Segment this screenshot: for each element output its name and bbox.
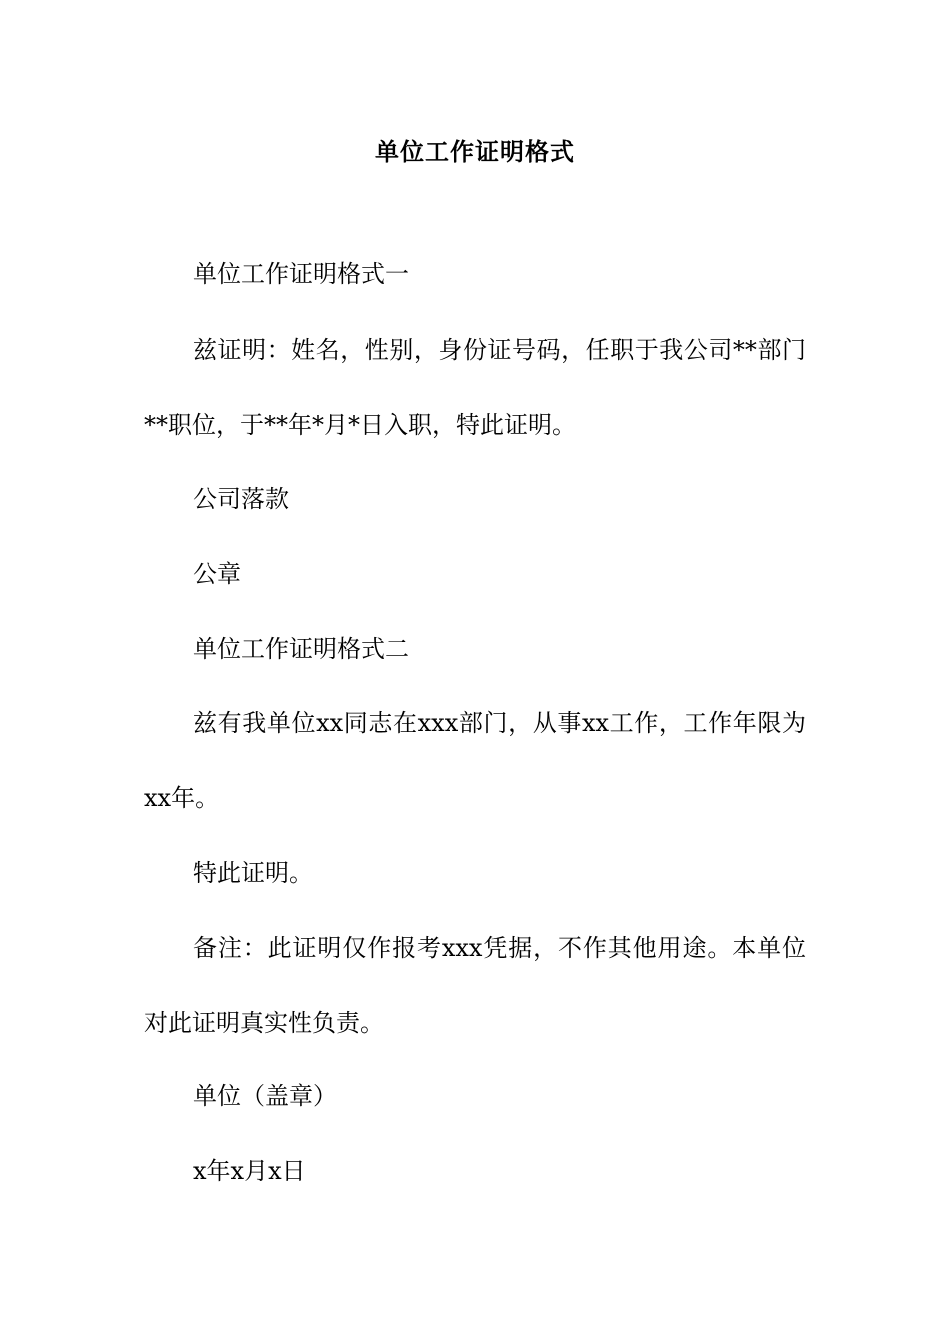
unit-seal-line: 单位（盖章） xyxy=(193,1082,337,1110)
document-title: 单位工作证明格式 xyxy=(375,137,575,166)
date-line: x年x月x日 xyxy=(193,1157,306,1185)
certificate-body-one: 兹证明：姓名，性别，身份证号码，任职于我公司**部门**职位，于**年*月*日入职，特此证明。 xyxy=(144,336,806,439)
certificate-body-two: 兹有我单位xx同志在xxx部门，从事xx工作，工作年限为xx年。 xyxy=(144,709,806,812)
certification-statement: 特此证明。 xyxy=(193,859,313,887)
section-heading-format-one: 单位工作证明格式一 xyxy=(193,260,409,288)
remarks-paragraph: 备注：此证明仅作报考xxx凭据，不作其他用途。本单位对此证明真实性负责。 xyxy=(144,934,806,1037)
company-seal-line: 公章 xyxy=(193,560,241,588)
section-heading-format-two: 单位工作证明格式二 xyxy=(193,635,409,663)
company-signature-line: 公司落款 xyxy=(193,485,289,513)
